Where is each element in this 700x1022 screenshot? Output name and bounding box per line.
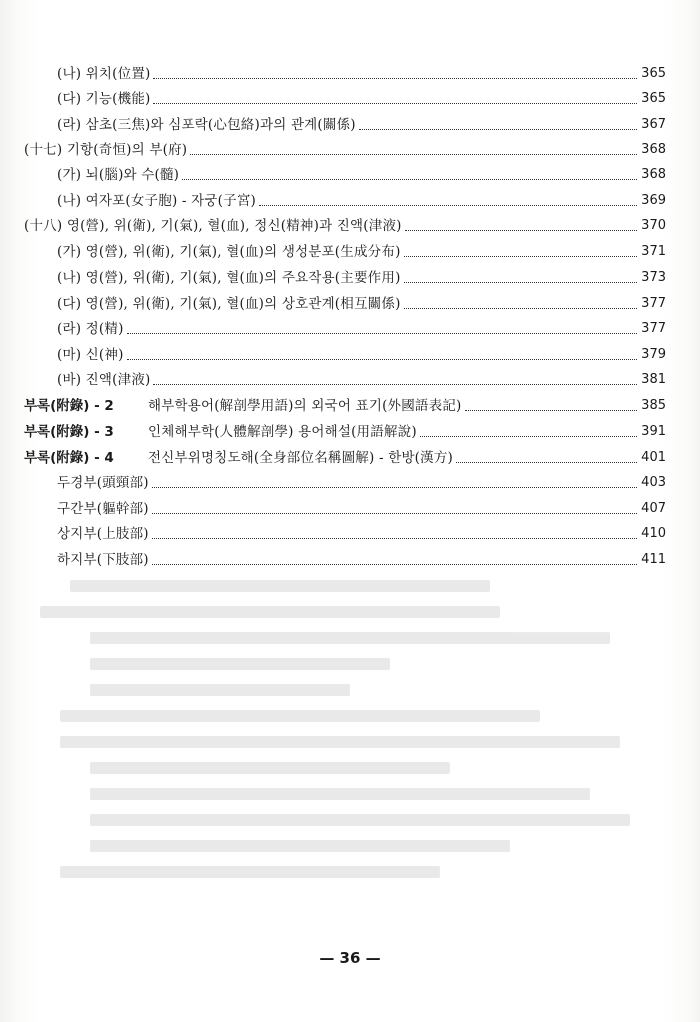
dot-leader xyxy=(153,78,637,79)
dot-leader xyxy=(404,256,637,257)
dot-leader xyxy=(153,103,637,104)
toc-entry[interactable] xyxy=(57,85,666,107)
toc-entry-page: 371 xyxy=(641,244,666,259)
subsection-entry[interactable] xyxy=(57,469,666,491)
dot-leader xyxy=(152,513,637,514)
toc-entry-page: 368 xyxy=(641,142,666,157)
dot-leader xyxy=(127,359,637,360)
dot-leader xyxy=(152,487,637,488)
toc-entry[interactable] xyxy=(57,111,666,133)
subsection-page: 403 xyxy=(641,475,666,490)
subsection-page: 410 xyxy=(641,526,666,541)
toc-entry-page: 379 xyxy=(641,347,666,362)
toc-entry[interactable] xyxy=(57,366,666,388)
toc-entry-page: 370 xyxy=(641,218,666,233)
toc-entry[interactable] xyxy=(57,264,666,286)
toc-entry[interactable] xyxy=(57,341,666,363)
toc-entry-title: (나) 여자포(女子胞) - 자궁(子宮) xyxy=(57,193,256,209)
appendix-label: 부록(附錄) - 2 xyxy=(24,398,114,414)
toc-entry-page: 365 xyxy=(641,66,666,81)
toc-entry-title: (바) 진액(津液) xyxy=(57,372,151,388)
toc-entry-page: 381 xyxy=(641,372,666,387)
toc-entry[interactable] xyxy=(57,161,666,183)
subsection-title: 하지부(下肢部) xyxy=(57,552,149,568)
appendix-label: 부록(附錄) - 4 xyxy=(24,450,114,466)
appendix-title: 해부학용어(解剖學用語)의 외국어 표기(外國語表記) xyxy=(148,398,462,414)
page-number: — 36 — xyxy=(319,949,381,967)
dot-leader xyxy=(359,129,637,130)
appendix-page: 401 xyxy=(641,450,666,465)
dot-leader xyxy=(420,436,637,437)
toc-entry-page: 373 xyxy=(641,270,666,285)
toc-entry-title: (가) 영(營), 위(衛), 기(氣), 혈(血)의 생성분포(生成分布) xyxy=(57,244,401,260)
show-through-texture xyxy=(0,560,700,920)
dot-leader xyxy=(465,410,637,411)
subsection-title: 구간부(軀幹部) xyxy=(57,501,149,517)
subsection-page: 411 xyxy=(641,552,666,567)
toc-entry[interactable] xyxy=(57,187,666,209)
toc-entry-title: (十七) 기항(奇恒)의 부(府) xyxy=(24,142,188,158)
appendix-entry[interactable] xyxy=(24,392,666,414)
toc-entry-title: (다) 영(營), 위(衛), 기(氣), 혈(血)의 상호관계(相互關係) xyxy=(57,296,401,312)
toc-entry[interactable] xyxy=(57,238,666,260)
subsection-entry[interactable] xyxy=(57,495,666,517)
dot-leader xyxy=(182,179,637,180)
toc-entry-title: (十八) 영(營), 위(衛), 기(氣), 혈(血), 정신(精神)과 진액(津液) xyxy=(24,218,402,234)
toc-entry-title: (라) 정(精) xyxy=(57,321,124,337)
toc-entry-title: (나) 위치(位置) xyxy=(57,66,151,82)
toc-entry-page: 365 xyxy=(641,91,666,106)
dot-leader xyxy=(456,462,637,463)
appendix-page: 391 xyxy=(641,424,666,439)
dot-leader xyxy=(127,333,637,334)
toc-entry-page: 369 xyxy=(641,193,666,208)
toc-entry[interactable] xyxy=(57,290,666,312)
subsection-title: 두경부(頭頸部) xyxy=(57,475,149,491)
toc-entry-page: 367 xyxy=(641,117,666,132)
subsection-page: 407 xyxy=(641,501,666,516)
appendix-title: 전신부위명칭도해(全身部位名稱圖解) - 한방(漢方) xyxy=(148,450,454,466)
appendix-page: 385 xyxy=(641,398,666,413)
toc-entry[interactable] xyxy=(24,136,666,158)
toc-entry-title: (마) 신(神) xyxy=(57,347,124,363)
toc-entry-page: 368 xyxy=(641,167,666,182)
dot-leader xyxy=(153,384,637,385)
appendix-label: 부록(附錄) - 3 xyxy=(24,424,114,440)
dot-leader xyxy=(190,154,637,155)
toc-entry-page: 377 xyxy=(641,321,666,336)
toc-entry-page: 377 xyxy=(641,296,666,311)
subsection-entry[interactable] xyxy=(57,546,666,568)
appendix-entry[interactable] xyxy=(24,418,666,440)
toc-entry[interactable] xyxy=(57,60,666,82)
toc-entry[interactable] xyxy=(57,315,666,337)
toc-entry-title: (나) 영(營), 위(衛), 기(氣), 혈(血)의 주요작용(主要作用) xyxy=(57,270,401,286)
toc-entry[interactable] xyxy=(24,212,666,234)
dot-leader xyxy=(404,308,637,309)
dot-leader xyxy=(152,564,637,565)
subsection-entry[interactable] xyxy=(57,520,666,542)
toc-entry-title: (다) 기능(機能) xyxy=(57,91,151,107)
appendix-entry[interactable] xyxy=(24,444,666,466)
subsection-title: 상지부(上肢部) xyxy=(57,526,149,542)
dot-leader xyxy=(152,538,637,539)
dot-leader xyxy=(259,205,637,206)
toc-entry-title: (가) 뇌(腦)와 수(髓) xyxy=(57,167,180,183)
appendix-title: 인체해부학(人體解剖學) 용어해설(用語解說) xyxy=(148,424,417,440)
dot-leader xyxy=(404,282,637,283)
dot-leader xyxy=(405,230,637,231)
toc-entry-title: (라) 삼초(三焦)와 심포락(心包絡)과의 관계(關係) xyxy=(57,117,356,133)
